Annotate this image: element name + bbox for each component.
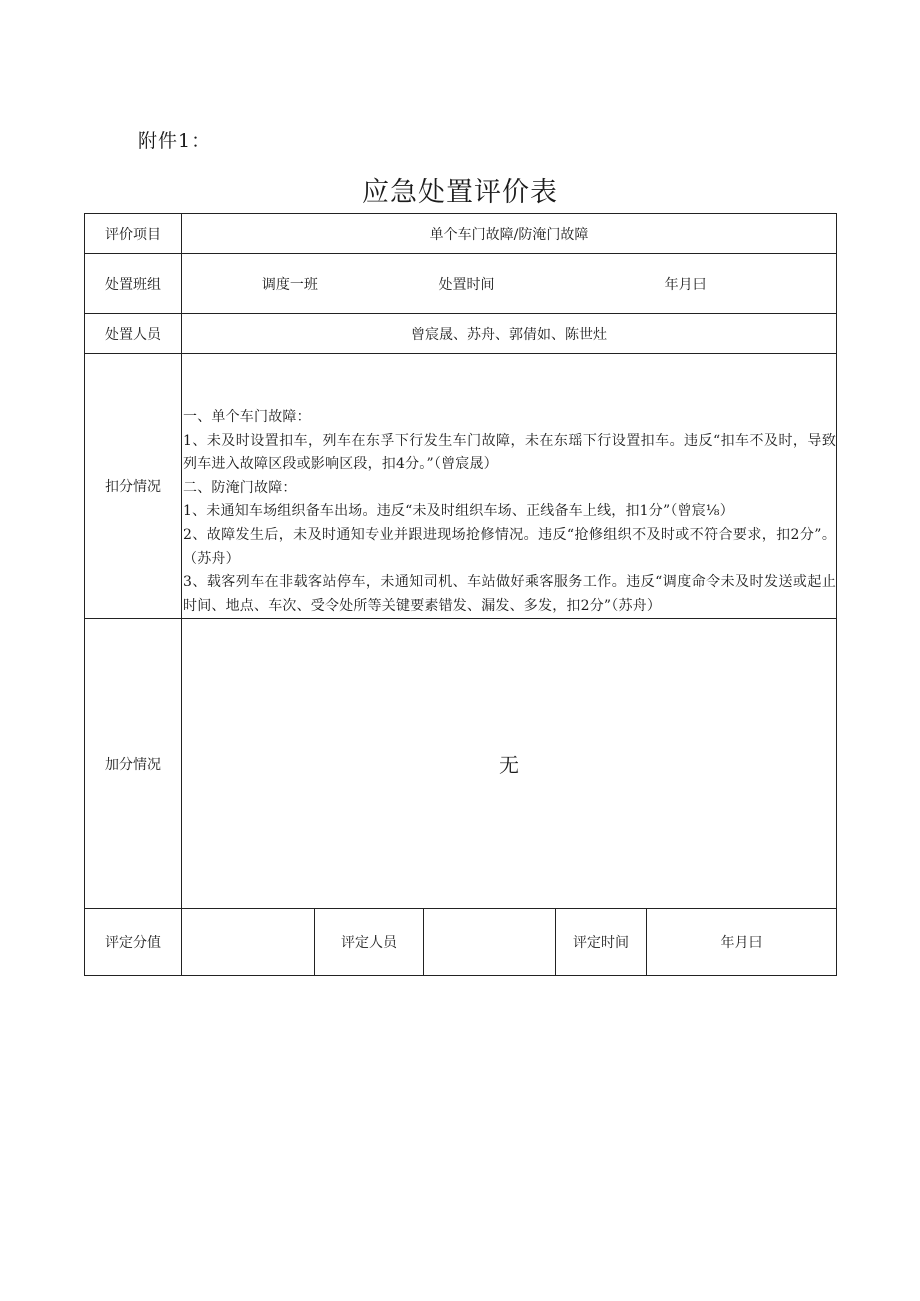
deduction-line: 2、故障发生后，未及时通知专业并跟进现场抢修情况。违反“抢修组织不及时或不符合要求，扣2分”。（苏舟） — [183, 526, 837, 567]
team-subrow — [182, 274, 836, 294]
deduction-line: 3、载客列车在非载客站停车，未通知司机、车站做好乘客服务工作。违反“调度命令未及时发送或起止时间、地点、车次、受令处所等关键要素错发、漏发、多发，扣2分”（苏舟） — [183, 574, 837, 614]
deduction-label: 扣分情况 — [85, 354, 182, 619]
row-score — [85, 909, 837, 976]
deduction-cell — [182, 354, 837, 619]
bonus-label: 加分情况 — [85, 619, 182, 909]
form-title: 应急处置评价表 — [362, 177, 558, 208]
team-value: 调度一班 — [261, 276, 318, 293]
deduction-line: 1、未通知车场组织备车出场。违反“未及时组织车场、正线备车上线，扣1分”（曾宸⅛） — [183, 503, 734, 520]
evaluation-item-label: 评价项目 — [85, 214, 182, 254]
evaluation-table — [84, 213, 837, 976]
row-bonus — [85, 619, 837, 909]
staff-label: 处置人员 — [85, 314, 182, 354]
deduction-text — [182, 354, 836, 618]
row-staff — [85, 314, 837, 354]
rater-value — [424, 909, 556, 976]
team-label: 处置班组 — [85, 254, 182, 314]
handling-time-value: 年月曰 — [664, 276, 707, 293]
bonus-value: 无 — [182, 619, 837, 909]
deduction-line: 一、单个车门故障： — [183, 409, 311, 425]
staff-value: 曾宸晟、苏舟、郭倩如、陈世灶 — [182, 314, 837, 354]
handling-time-label: 处置时间 — [438, 276, 495, 293]
attachment-label: 附件1： — [138, 130, 212, 152]
row-deduction — [85, 354, 837, 619]
deduction-line: 1、未及时设置扣车，列车在东孚下行发生车门故障，未在东瑶下行设置扣车。违反“扣车不及时，导致列车进入故障区段或影响区段，扣4分。”（曾宸晟） — [183, 432, 837, 473]
team-cell — [182, 254, 837, 314]
deduction-line: 二、防淹门故障： — [183, 479, 297, 496]
evaluation-item-value: 单个车门故障/防淹门故障 — [182, 214, 837, 254]
rater-label: 评定人员 — [315, 909, 424, 976]
row-evaluation-item — [85, 214, 837, 254]
row-team — [85, 254, 837, 314]
score-value — [182, 909, 315, 976]
rating-date-label: 评定时间 — [556, 909, 647, 976]
score-label: 评定分值 — [85, 909, 182, 976]
rating-date-value: 年月曰 — [647, 909, 837, 976]
